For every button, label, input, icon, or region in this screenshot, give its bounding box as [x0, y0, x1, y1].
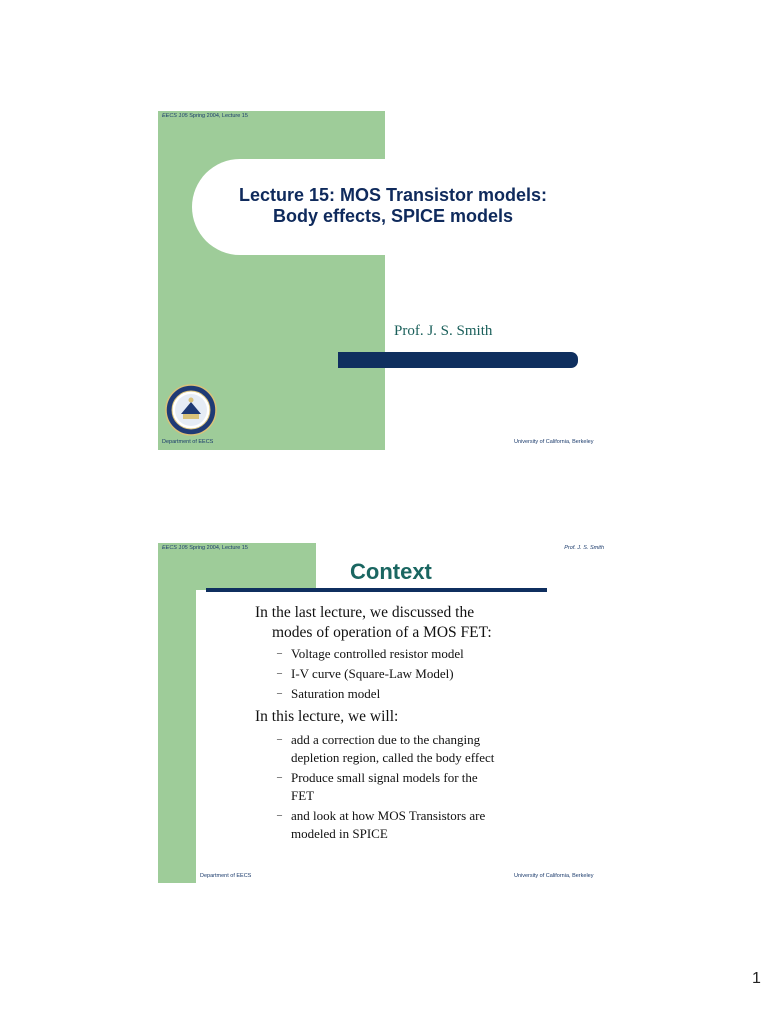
- slide-header: EECS 105 Spring 2004, Lecture 15: [162, 113, 248, 119]
- footer-university: University of California, Berkeley: [514, 873, 594, 879]
- sub-bullet-item: – Voltage controlled resistor model: [277, 646, 464, 661]
- green-panel-side: [158, 590, 196, 883]
- slide-title: Context: [350, 559, 432, 584]
- bullet-list: [255, 603, 555, 843]
- slide-2: [158, 543, 608, 883]
- sub-bullet-item: – and look at how MOS Transistors are modeled in SPICE: [277, 808, 486, 841]
- sub-bullet-item: – Produce small signal models for the FET: [277, 770, 478, 803]
- slide-author: Prof. J. S. Smith: [564, 545, 604, 551]
- footer-department: Department of EECS: [200, 873, 252, 879]
- lecture-title: Lecture 15: MOS Transistor models: Body effects, SPICE models: [238, 185, 548, 226]
- sub-bullet-item: – add a correction due to the changing depletion region, called the body effect: [277, 732, 495, 765]
- slide-header: EECS 105 Spring 2004, Lecture 15: [162, 545, 248, 551]
- page-number: 1: [752, 970, 761, 987]
- accent-bar: [338, 352, 578, 368]
- footer-department: Department of EECS: [162, 439, 214, 445]
- sub-bullet-item: – I-V curve (Square-Law Model): [277, 666, 454, 681]
- bullet-item: In this lecture, we will:: [255, 708, 399, 725]
- slide-1: [158, 111, 608, 450]
- author-name: Prof. J. S. Smith: [394, 323, 493, 339]
- sub-bullet-item: – Saturation model: [277, 686, 381, 701]
- footer-university: University of California, Berkeley: [514, 439, 594, 445]
- university-seal-icon: [165, 384, 217, 436]
- title-rule: [206, 588, 547, 592]
- bullet-item: In the last lecture, we discussed the modes of operation of a MOS FET:: [255, 604, 492, 641]
